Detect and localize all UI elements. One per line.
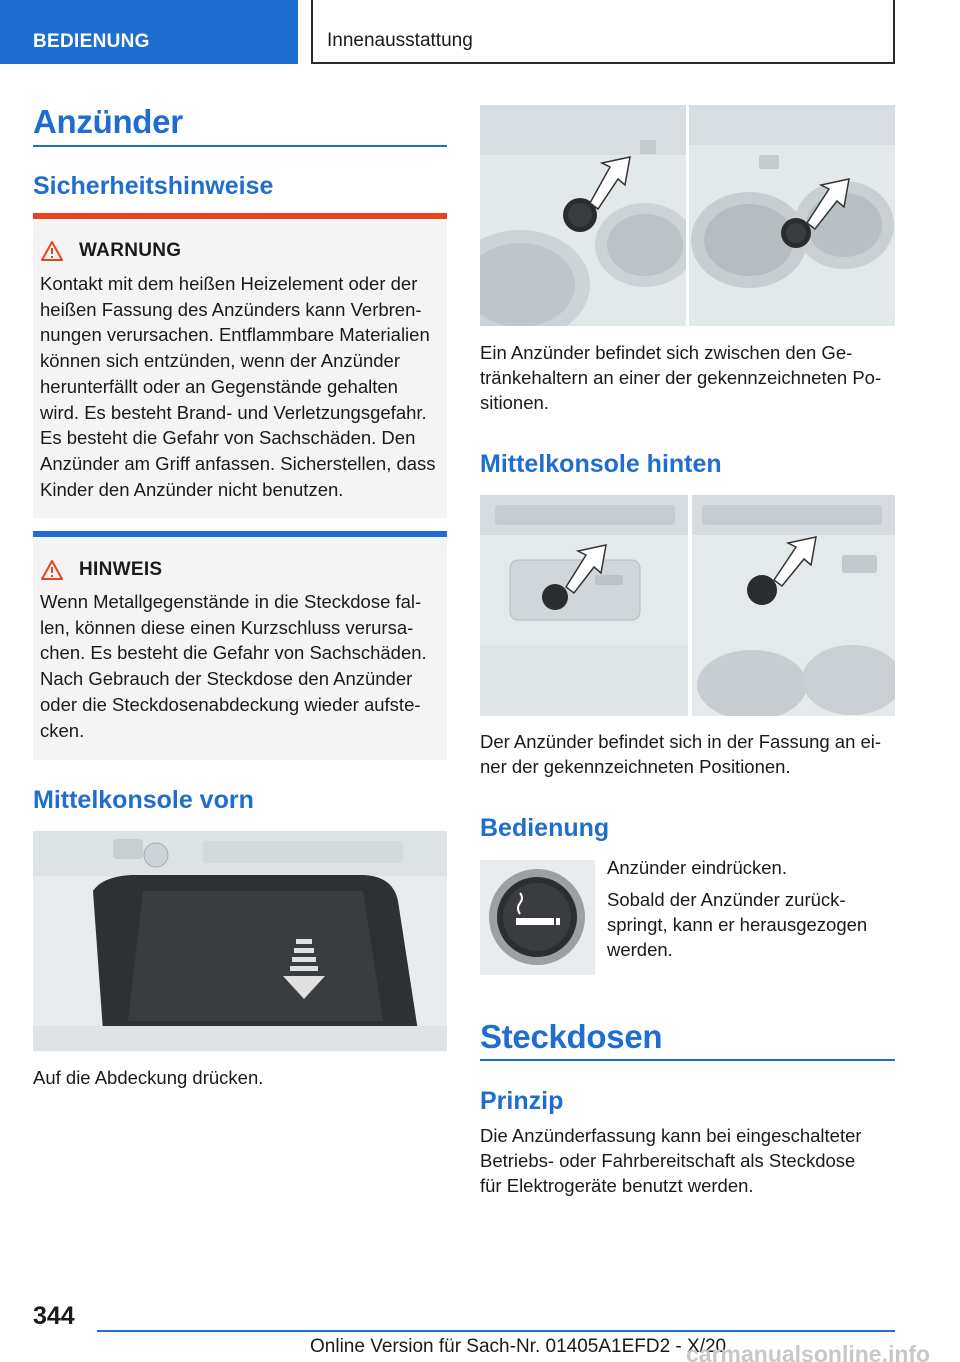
front-console-heading: Mittelkonsole vorn [33,786,254,814]
rear-console-caption [480,729,881,779]
notice-line: cken. [40,719,85,741]
caption-line: Der Anzünder befindet sich in der Fassung an ei- [480,731,882,752]
warning-line: Kontakt mit dem heißen Heizelement oder der [40,273,418,294]
front-console-caption: Auf die Abdeckung drücken. [33,1067,264,1088]
notice-box [33,531,447,760]
principle-text [480,1123,862,1198]
notice-bar [33,531,447,537]
warning-line: Anzünder am Griff anfassen. Sicherstellen, dass [40,452,436,474]
warning-line: können sich entzünden, wenn der Anzünder [40,350,400,372]
operation-heading: Bedienung [480,814,610,842]
title-rule [33,145,447,147]
rear-console-photo-right [692,495,895,716]
operation-step1: Anzünder eindrücken. [607,857,787,878]
notice-line: chen. Es besteht die Gefahr von Sachschäden. [40,642,427,664]
principle-line: für Elektrogeräte benutzt werden. [480,1175,754,1196]
principle-line: Die Anzünderfassung kann bei eingeschalteter [480,1125,862,1146]
page-number: 344 [33,1302,75,1330]
intro-line: tränkehaltern an einer der gekennzeichneten Po- [480,367,882,388]
section-label: BEDIENUNG [33,31,150,52]
warning-line: heißen Fassung des Anzünders kann Verbren- [40,298,422,320]
warning-header [41,240,181,262]
operation-step2 [607,887,867,962]
warning-line: wird. Es besteht Brand- und Verletzungsgefahr. [40,401,427,423]
notice-line: oder die Steckdosenabdeckung wieder aufste- [40,693,421,715]
notice-line: Wenn Metallgegenstände in die Steckdose fal- [40,591,422,612]
step2-line: werden. [607,939,673,960]
intro-line: Ein Anzünder befindet sich zwischen den Ge- [480,342,853,363]
lighter-button-photo [480,860,595,975]
warning-line: Kinder den Anzünder nicht benutzen. [40,478,344,500]
notice-label: HINWEIS [79,559,163,580]
warning-triangle-icon [41,241,63,261]
watermark: carmanualsonline.info [686,1341,931,1362]
front-console-photo [33,831,447,1051]
warning-text [40,271,444,502]
sockets-title-rule [480,1059,895,1061]
footer-rule [97,1330,895,1332]
sockets-title: Steckdosen [480,1018,663,1055]
rear-console-heading: Mittelkonsole hinten [480,450,722,478]
chapter-tab [311,0,895,64]
front-cupholder-photo-right [689,105,895,326]
principle-line: Betriebs- oder Fahrbereitschaft als Steckdose [480,1150,856,1171]
warning-line: Es besteht die Gefahr von Sachschäden. Den [40,427,416,449]
notice-line: len, können diese einen Kurzschluss verursa- [40,616,414,638]
warning-line: herunterfällt oder an Gegenstände gehalten [40,375,398,397]
front-cupholder-photo-left [480,105,686,326]
chapter-label: Innenausstattung [327,30,473,51]
warning-box [33,213,447,518]
page-title: Anzünder [33,103,183,140]
warning-line: nungen verursachen. Entflammbare Materialien [40,324,430,346]
section-tab [0,0,298,64]
principle-heading: Prinzip [480,1087,564,1115]
warning-bar [33,213,447,219]
rear-console-photo-left [480,495,688,716]
notice-header [41,559,162,581]
warning-triangle-icon [41,560,63,580]
safety-heading: Sicherheitshinweise [33,172,274,200]
online-version-text: Online Version für Sach-Nr. 01405A1EFD2 - X/20 [310,1336,727,1357]
warning-label: WARNUNG [79,240,182,261]
intro-text [480,340,881,415]
intro-line: sitionen. [480,392,549,413]
step2-line: Sobald der Anzünder zurück- [607,889,846,910]
notice-line: Nach Gebrauch der Steckdose den Anzünder [40,668,413,690]
caption-line: ner der gekennzeichneten Positionen. [480,756,791,777]
notice-text [40,589,444,743]
step2-line: springt, kann er herausgezogen [607,914,868,935]
